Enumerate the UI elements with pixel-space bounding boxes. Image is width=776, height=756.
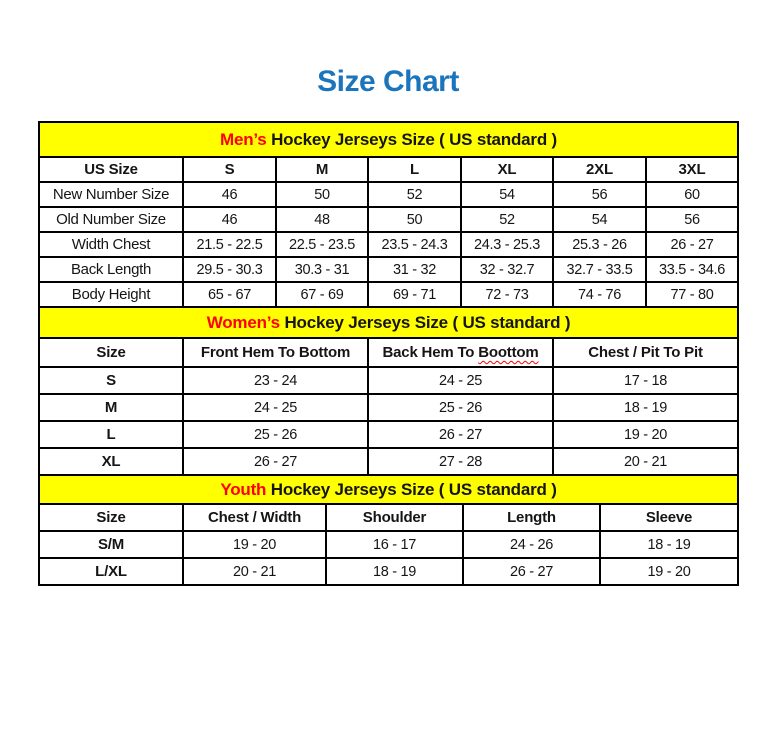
value-cell: 65 - 67 <box>183 282 276 307</box>
value-cell: 19 - 20 <box>600 558 738 585</box>
column-header: Front Hem To Bottom <box>183 338 368 367</box>
value-cell: 52 <box>368 182 461 207</box>
youth-section-title-red: Youth <box>220 479 267 499</box>
value-cell: 33.5 - 34.6 <box>646 257 738 282</box>
value-cell: 67 - 69 <box>276 282 368 307</box>
column-header: Chest / Width <box>183 504 326 531</box>
value-cell: 52 <box>461 207 553 232</box>
value-cell: 46 <box>183 182 276 207</box>
value-cell: 26 - 27 <box>463 558 600 585</box>
value-cell: 32.7 - 33.5 <box>553 257 646 282</box>
womens-section-header <box>39 307 738 338</box>
value-cell: 24.3 - 25.3 <box>461 232 553 257</box>
value-cell: 30.3 - 31 <box>276 257 368 282</box>
value-cell: 32 - 32.7 <box>461 257 553 282</box>
table-row <box>39 531 738 558</box>
value-cell: 20 - 21 <box>183 558 326 585</box>
mens-size-table <box>38 121 739 308</box>
row-label: Body Height <box>39 282 183 307</box>
table-row <box>39 475 738 504</box>
size-tables-container <box>38 121 737 586</box>
table-row <box>39 394 738 421</box>
value-cell: 54 <box>461 182 553 207</box>
row-label: Width Chest <box>39 232 183 257</box>
row-label: XL <box>39 448 183 475</box>
value-cell: 50 <box>368 207 461 232</box>
value-cell: 23 - 24 <box>183 367 368 394</box>
table-row <box>39 421 738 448</box>
womens-section-title-red: Women’s <box>206 312 280 332</box>
column-header: Size <box>39 504 183 531</box>
value-cell: 56 <box>646 207 738 232</box>
value-cell: 50 <box>276 182 368 207</box>
value-cell: 60 <box>646 182 738 207</box>
value-cell: 23.5 - 24.3 <box>368 232 461 257</box>
value-cell: 24 - 26 <box>463 531 600 558</box>
value-cell: 54 <box>553 207 646 232</box>
table-row <box>39 282 738 307</box>
row-label: L <box>39 421 183 448</box>
table-header-row <box>39 504 738 531</box>
table-row <box>39 232 738 257</box>
youth-section-header <box>39 475 738 504</box>
value-cell: 21.5 - 22.5 <box>183 232 276 257</box>
column-header: XL <box>461 157 553 182</box>
table-row <box>39 367 738 394</box>
value-cell: 46 <box>183 207 276 232</box>
table-row <box>39 307 738 338</box>
column-header: 3XL <box>646 157 738 182</box>
column-header: US Size <box>39 157 183 182</box>
value-cell: 24 - 25 <box>368 367 553 394</box>
value-cell: 25 - 26 <box>368 394 553 421</box>
value-cell: 69 - 71 <box>368 282 461 307</box>
value-cell: 20 - 21 <box>553 448 738 475</box>
column-header: Length <box>463 504 600 531</box>
value-cell: 19 - 20 <box>553 421 738 448</box>
row-label: Back Length <box>39 257 183 282</box>
row-label: S <box>39 367 183 394</box>
row-label: L/XL <box>39 558 183 585</box>
table-header-row <box>39 157 738 182</box>
table-row <box>39 207 738 232</box>
value-cell: 31 - 32 <box>368 257 461 282</box>
row-label: Old Number Size <box>39 207 183 232</box>
column-header: 2XL <box>553 157 646 182</box>
column-header: Chest / Pit To Pit <box>553 338 738 367</box>
column-header: M <box>276 157 368 182</box>
column-header: Sleeve <box>600 504 738 531</box>
table-header-row <box>39 338 738 367</box>
row-label: New Number Size <box>39 182 183 207</box>
value-cell: 18 - 19 <box>553 394 738 421</box>
size-chart-page <box>0 64 776 756</box>
table-row <box>39 448 738 475</box>
youth-size-table <box>38 474 739 586</box>
value-cell: 25 - 26 <box>183 421 368 448</box>
value-cell: 25.3 - 26 <box>553 232 646 257</box>
value-cell: 56 <box>553 182 646 207</box>
value-cell: 26 - 27 <box>646 232 738 257</box>
value-cell: 72 - 73 <box>461 282 553 307</box>
mens-section-title-red: Men’s <box>220 129 267 149</box>
youth-section-title-rest: Hockey Jerseys Size ( US standard ) <box>266 479 557 499</box>
value-cell: 29.5 - 30.3 <box>183 257 276 282</box>
value-cell: 74 - 76 <box>553 282 646 307</box>
value-cell: 18 - 19 <box>326 558 463 585</box>
table-row <box>39 182 738 207</box>
table-row <box>39 122 738 157</box>
womens-section-title-rest: Hockey Jerseys Size ( US standard ) <box>279 312 571 332</box>
page-title: Size Chart <box>317 65 459 98</box>
column-header: S <box>183 157 276 182</box>
value-cell: 27 - 28 <box>368 448 553 475</box>
womens-size-table <box>38 306 739 476</box>
column-header: Size <box>39 338 183 367</box>
value-cell: 19 - 20 <box>183 531 326 558</box>
back-hem-label-prefix: Back Hem To <box>382 344 479 361</box>
table-row <box>39 257 738 282</box>
table-row <box>39 558 738 585</box>
row-label: M <box>39 394 183 421</box>
value-cell: 16 - 17 <box>326 531 463 558</box>
row-label: S/M <box>39 531 183 558</box>
column-header: L <box>368 157 461 182</box>
value-cell: 26 - 27 <box>183 448 368 475</box>
value-cell: 77 - 80 <box>646 282 738 307</box>
value-cell: 24 - 25 <box>183 394 368 421</box>
back-hem-typo-word: Boottom <box>478 344 539 361</box>
value-cell: 18 - 19 <box>600 531 738 558</box>
mens-section-title-rest: Hockey Jerseys Size ( US standard ) <box>266 129 557 149</box>
value-cell: 48 <box>276 207 368 232</box>
mens-section-header <box>39 122 738 157</box>
column-header: Shoulder <box>326 504 463 531</box>
value-cell: 22.5 - 23.5 <box>276 232 368 257</box>
value-cell: 17 - 18 <box>553 367 738 394</box>
value-cell: 26 - 27 <box>368 421 553 448</box>
column-header-back-hem <box>368 338 553 367</box>
